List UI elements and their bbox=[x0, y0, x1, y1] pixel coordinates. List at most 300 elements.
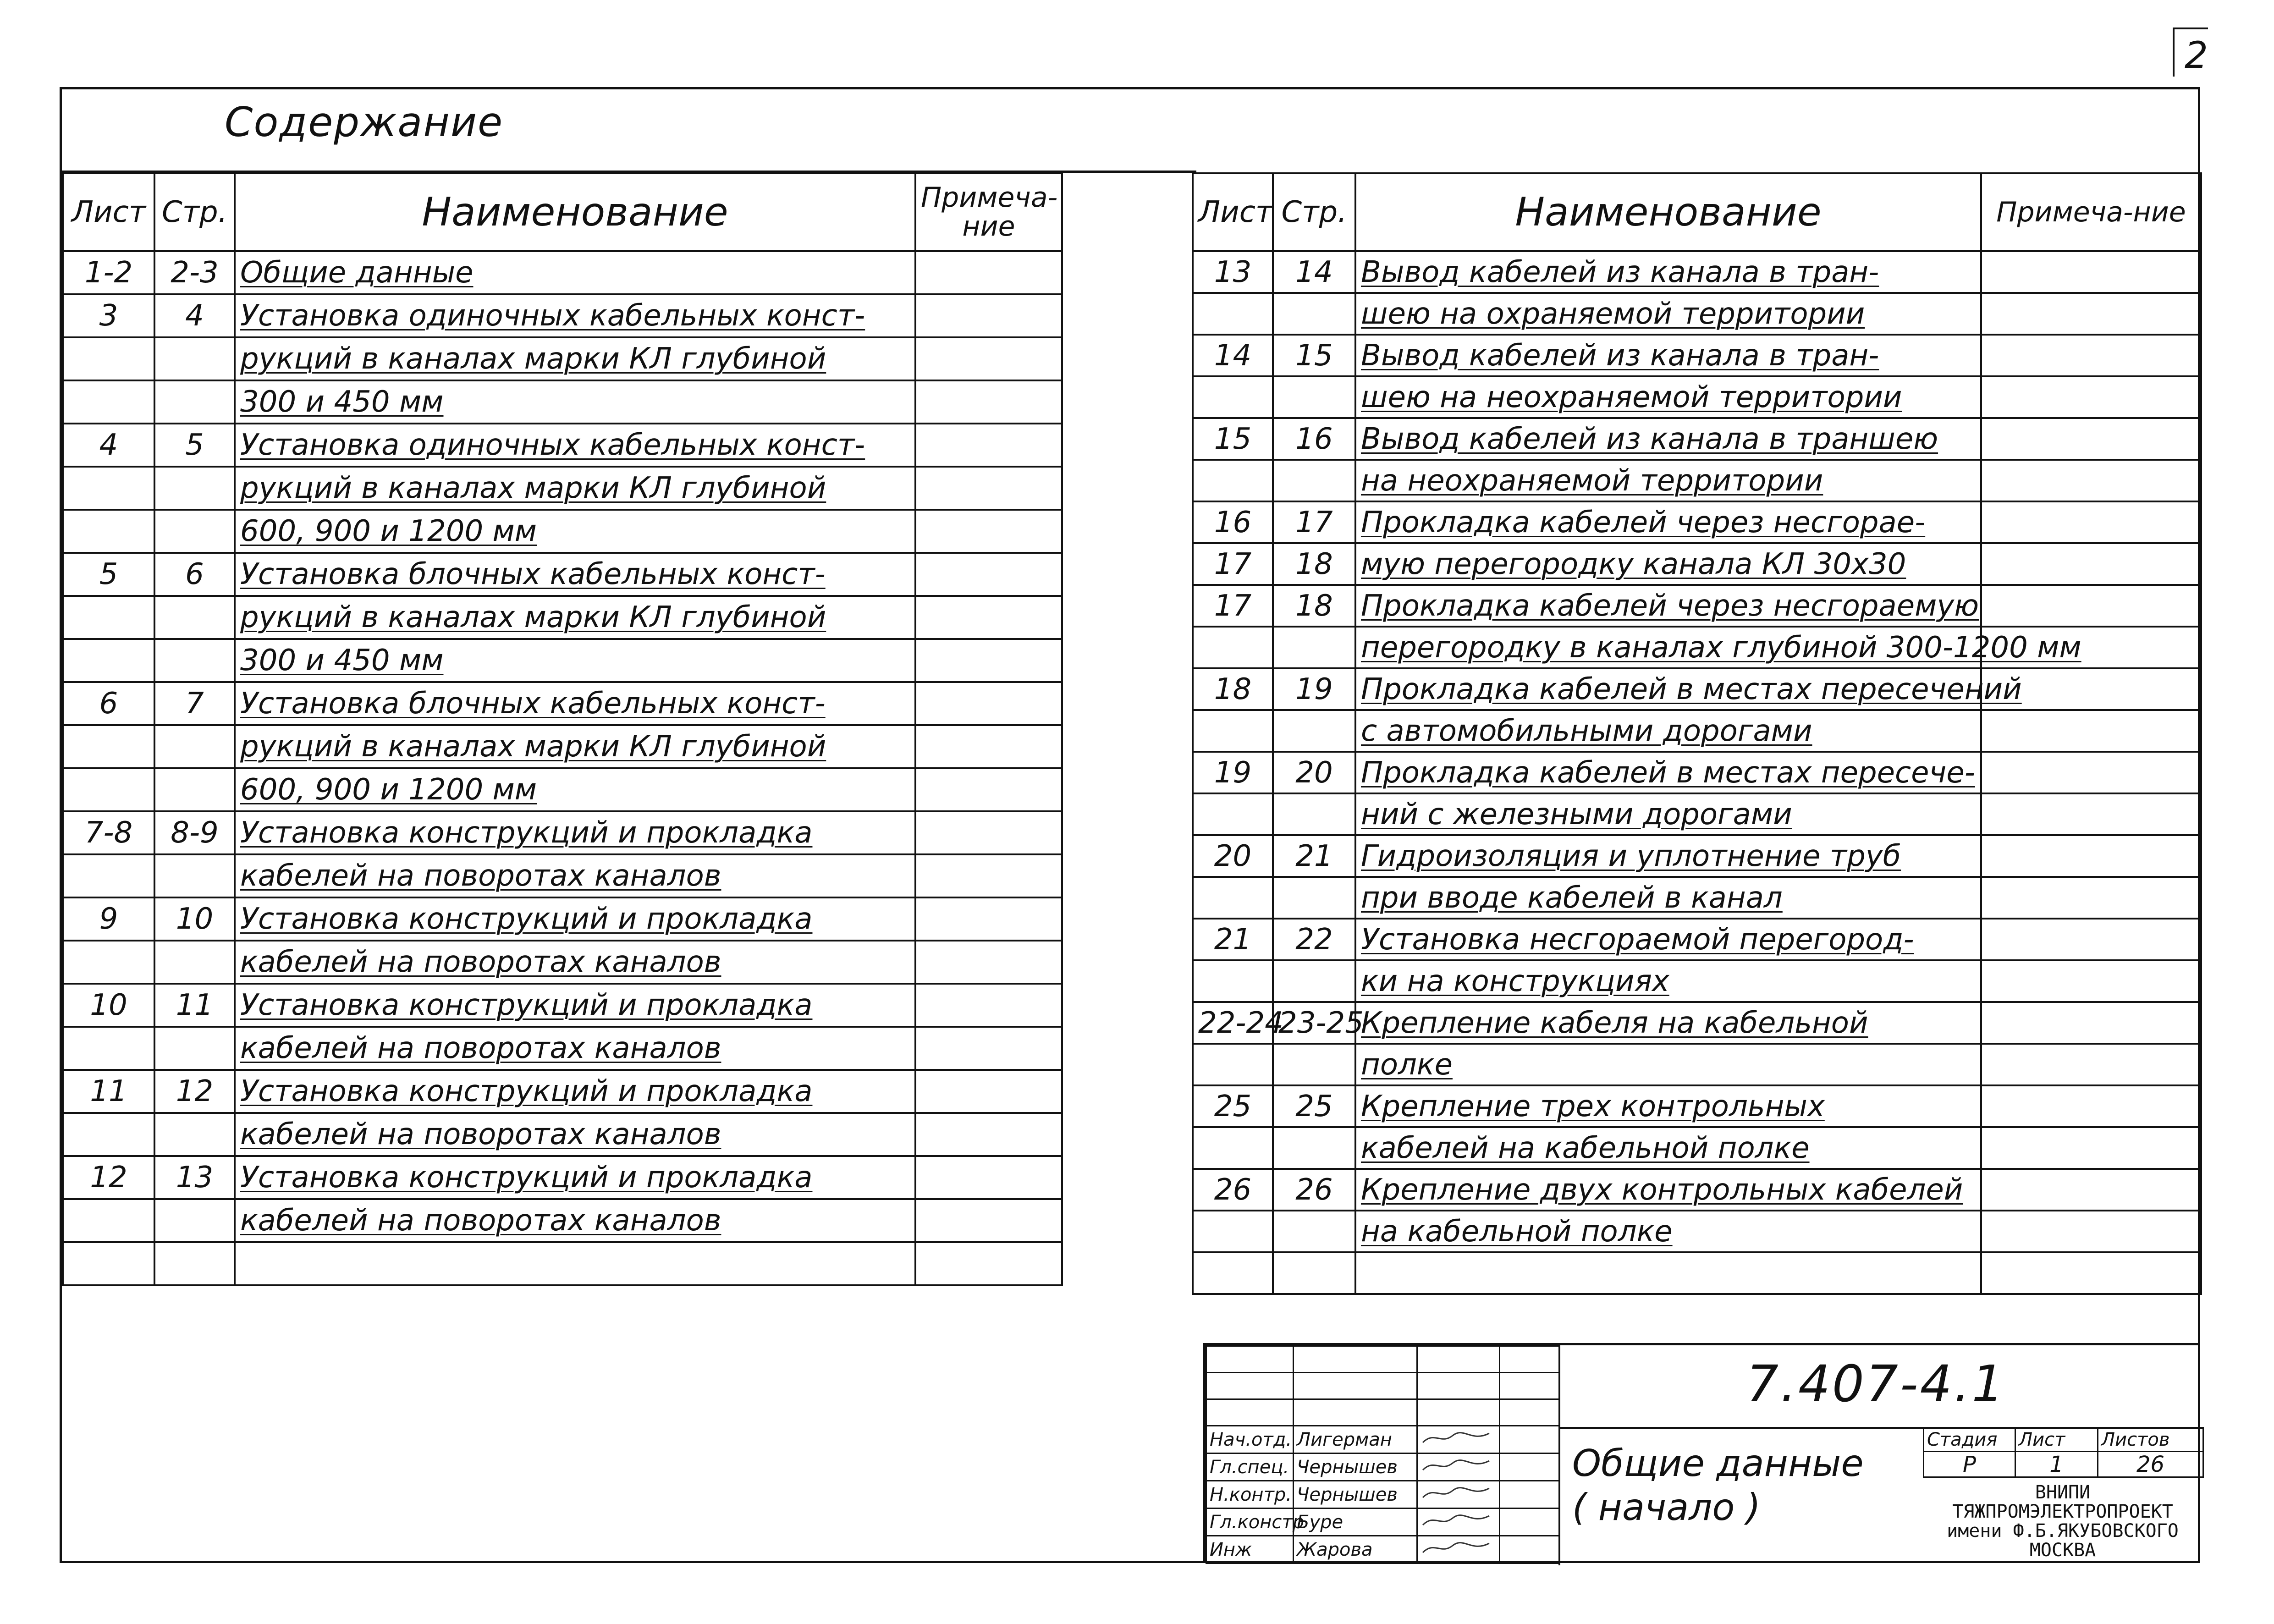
cell-sheet bbox=[1193, 877, 1273, 919]
cell-note bbox=[915, 897, 1062, 941]
document-number: 7.407-4.1 bbox=[1746, 1354, 2006, 1413]
table-row bbox=[63, 380, 1062, 424]
cell-note bbox=[915, 639, 1062, 682]
sheets-label: Листов bbox=[2098, 1428, 2203, 1452]
cell-note bbox=[915, 725, 1062, 768]
cell-name: Вывод кабелей из канала в траншею bbox=[1355, 418, 1981, 460]
stamp-empty-row bbox=[1206, 1399, 1559, 1426]
org-line3: имени Ф.Б.ЯКУБОВСКОГО bbox=[1947, 1520, 2179, 1541]
cell-page bbox=[1273, 960, 1355, 1002]
cell-page: 25 bbox=[1273, 1085, 1355, 1127]
stamp-empty-cell bbox=[1500, 1373, 1559, 1399]
table-row bbox=[1193, 793, 2201, 835]
cell-page: 17 bbox=[1273, 501, 1355, 543]
table-row bbox=[1193, 460, 2201, 501]
table-row bbox=[63, 1070, 1062, 1113]
cell-note bbox=[1981, 1211, 2201, 1252]
cell-sheet: 7-8 bbox=[63, 811, 154, 854]
cell-note bbox=[915, 380, 1062, 424]
signature-scribble bbox=[1421, 1539, 1494, 1557]
signer-role: Инж bbox=[1206, 1536, 1294, 1563]
cell-page bbox=[1273, 460, 1355, 501]
cell-page: 8-9 bbox=[154, 811, 235, 854]
cell-name: мую перегородку канала КЛ 30х30 bbox=[1355, 543, 1981, 585]
cell-name: на неохраняемой территории bbox=[1355, 460, 1981, 501]
table-row bbox=[63, 941, 1062, 984]
cell-page: 11 bbox=[154, 984, 235, 1027]
cell-name: ний с железными дорогами bbox=[1355, 793, 1981, 835]
table-row bbox=[63, 1113, 1062, 1156]
cell-note bbox=[915, 251, 1062, 294]
cell-note bbox=[915, 1070, 1062, 1113]
signer-role: Гл.спец. bbox=[1206, 1453, 1294, 1481]
document-name bbox=[1572, 1442, 1864, 1530]
cell-note bbox=[915, 682, 1062, 725]
table-row bbox=[1193, 1169, 2201, 1211]
stamp-empty-cell bbox=[1500, 1399, 1559, 1426]
cell-note bbox=[1981, 1085, 2201, 1127]
cell-sheet: 10 bbox=[63, 984, 154, 1027]
cell-note bbox=[915, 1113, 1062, 1156]
table-row bbox=[63, 984, 1062, 1027]
cell-sheet: 12 bbox=[63, 1156, 154, 1199]
signature bbox=[1417, 1481, 1500, 1508]
cell-note bbox=[1981, 1044, 2201, 1085]
cell-note bbox=[1981, 543, 2201, 585]
cell-sheet: 22-24 bbox=[1193, 1002, 1273, 1044]
cell-name: на кабельной полке bbox=[1355, 1211, 1981, 1252]
cell-sheet bbox=[1193, 627, 1273, 668]
cell-name: Крепление трех контрольных bbox=[1355, 1085, 1981, 1127]
stamp-empty-cell bbox=[1417, 1373, 1500, 1399]
cell-name: при вводе кабелей в канал bbox=[1355, 877, 1981, 919]
cell-name: Установка несгораемой перегород- bbox=[1355, 919, 1981, 960]
cell-sheet bbox=[1193, 793, 1273, 835]
cell-sheet bbox=[63, 639, 154, 682]
cell-name: Установка конструкций и прокладка bbox=[235, 811, 915, 854]
stage-value: Р bbox=[1924, 1452, 2015, 1477]
cell-page bbox=[1273, 793, 1355, 835]
cell-name: Установка конструкций и прокладка bbox=[235, 1156, 915, 1199]
stamp-empty-cell bbox=[1500, 1346, 1559, 1373]
cell-note bbox=[915, 1156, 1062, 1199]
table-row bbox=[63, 639, 1062, 682]
cell-sheet bbox=[63, 337, 154, 380]
table-row bbox=[63, 251, 1062, 294]
cell-note bbox=[1981, 585, 2201, 627]
cell-page bbox=[154, 337, 235, 380]
table-row bbox=[1193, 1002, 2201, 1044]
cell-note bbox=[915, 984, 1062, 1027]
cell-note bbox=[1981, 418, 2201, 460]
cell-page bbox=[154, 1113, 235, 1156]
cell-page bbox=[1273, 710, 1355, 752]
table-row bbox=[1193, 668, 2201, 710]
sheets-value: 26 bbox=[2098, 1452, 2203, 1477]
cell-sheet: 17 bbox=[1193, 585, 1273, 627]
cell-sheet bbox=[63, 596, 154, 639]
cell-name: Установка конструкций и прокладка bbox=[235, 984, 915, 1027]
cell-page: 7 bbox=[154, 682, 235, 725]
cell-page: 19 bbox=[1273, 668, 1355, 710]
cell-name: Вывод кабелей из канала в тран- bbox=[1355, 335, 1981, 376]
cell-note bbox=[1981, 793, 2201, 835]
cell-page: 22 bbox=[1273, 919, 1355, 960]
stamp-empty-cell bbox=[1417, 1346, 1500, 1373]
signer-row bbox=[1206, 1481, 1559, 1508]
cell-name: ки на конструкциях bbox=[1355, 960, 1981, 1002]
document-name-line1: Общие данные bbox=[1572, 1442, 1864, 1485]
org-line4: МОСКВА bbox=[2029, 1540, 2096, 1561]
cell-page: 6 bbox=[154, 553, 235, 596]
table-row bbox=[1193, 627, 2201, 668]
cell-note bbox=[1981, 1127, 2201, 1169]
cell-note bbox=[1981, 960, 2201, 1002]
cell-name: Прокладка кабелей через несгорае- bbox=[1355, 501, 1981, 543]
stamp-empty-cell bbox=[1206, 1346, 1294, 1373]
cell-sheet bbox=[1193, 710, 1273, 752]
cell-page: 23-25 bbox=[1273, 1002, 1355, 1044]
table-row bbox=[1193, 251, 2201, 293]
header-page: Стр. bbox=[154, 173, 235, 251]
signer-role: Н.контр. bbox=[1206, 1481, 1294, 1508]
cell-name: кабелей на кабельной полке bbox=[1355, 1127, 1981, 1169]
cell-name: рукций в каналах марки КЛ глубиной bbox=[235, 337, 915, 380]
table-row bbox=[1193, 376, 2201, 418]
cell-name: шею на охраняемой территории bbox=[1355, 293, 1981, 335]
cell-name: рукций в каналах марки КЛ глубиной bbox=[235, 725, 915, 768]
title-block bbox=[1203, 1343, 2200, 1563]
cell-page: 18 bbox=[1273, 585, 1355, 627]
cell-sheet bbox=[1193, 460, 1273, 501]
table-row bbox=[63, 854, 1062, 897]
cell-name: Установка конструкций и прокладка bbox=[235, 897, 915, 941]
table-row bbox=[63, 510, 1062, 553]
cell-page bbox=[154, 1242, 235, 1285]
cell-sheet: 21 bbox=[1193, 919, 1273, 960]
org-line2: ТЯЖПРОМЭЛЕКТРОПРОЕКТ bbox=[1952, 1501, 2173, 1522]
cell-page bbox=[1273, 293, 1355, 335]
cell-sheet: 6 bbox=[63, 682, 154, 725]
cell-sheet: 11 bbox=[63, 1070, 154, 1113]
cell-note bbox=[1981, 501, 2201, 543]
cell-page bbox=[154, 1027, 235, 1070]
cell-sheet: 13 bbox=[1193, 251, 1273, 293]
table-row bbox=[1193, 960, 2201, 1002]
table-row bbox=[63, 725, 1062, 768]
cell-name: Установка блочных кабельных конст- bbox=[235, 553, 915, 596]
cell-note bbox=[1981, 293, 2201, 335]
cell-note bbox=[915, 1242, 1062, 1285]
cell-name bbox=[1355, 1252, 1981, 1294]
cell-name: Установка одиночных кабельных конст- bbox=[235, 294, 915, 337]
cell-name: Крепление кабеля на кабельной bbox=[1355, 1002, 1981, 1044]
cell-sheet: 3 bbox=[63, 294, 154, 337]
cell-note bbox=[915, 467, 1062, 510]
cell-sheet bbox=[63, 854, 154, 897]
cell-sheet bbox=[63, 380, 154, 424]
signature-scribble bbox=[1421, 1511, 1494, 1530]
stamp-vertical-divider bbox=[1558, 1345, 1560, 1565]
cell-sheet bbox=[1193, 1211, 1273, 1252]
signer-row bbox=[1206, 1536, 1559, 1563]
signer-role: Нач.отд. bbox=[1206, 1426, 1294, 1453]
cell-name: Установка одиночных кабельных конст- bbox=[235, 424, 915, 467]
cell-sheet bbox=[1193, 1252, 1273, 1294]
cell-name: кабелей на поворотах каналов bbox=[235, 941, 915, 984]
table-row bbox=[1193, 501, 2201, 543]
cell-note bbox=[1981, 335, 2201, 376]
table-row bbox=[1193, 1044, 2201, 1085]
cell-name: перегородку в каналах глубиной 300-1200 мм bbox=[1355, 627, 1981, 668]
cell-note bbox=[1981, 1252, 2201, 1294]
table-row bbox=[1193, 1211, 2201, 1252]
table-row bbox=[63, 682, 1062, 725]
cell-note bbox=[915, 1027, 1062, 1070]
cell-note bbox=[1981, 376, 2201, 418]
cell-name: рукций в каналах марки КЛ глубиной bbox=[235, 467, 915, 510]
signature bbox=[1417, 1453, 1500, 1481]
signature-date bbox=[1500, 1453, 1559, 1481]
cell-page: 14 bbox=[1273, 251, 1355, 293]
cell-note bbox=[915, 294, 1062, 337]
cell-sheet bbox=[1193, 293, 1273, 335]
stamp-empty-cell bbox=[1206, 1373, 1294, 1399]
toc-table-right bbox=[1192, 172, 2202, 1295]
cell-page: 15 bbox=[1273, 335, 1355, 376]
stamp-empty-cell bbox=[1294, 1373, 1417, 1399]
cell-name: кабелей на поворотах каналов bbox=[235, 854, 915, 897]
table-row bbox=[63, 768, 1062, 811]
cell-name: кабелей на поворотах каналов bbox=[235, 1113, 915, 1156]
sheet-label: Лист bbox=[2015, 1428, 2098, 1452]
cell-name: Установка конструкций и прокладка bbox=[235, 1070, 915, 1113]
table-row bbox=[1193, 710, 2201, 752]
signature-scribble bbox=[1421, 1429, 1494, 1447]
signature bbox=[1417, 1508, 1500, 1536]
cell-name: Прокладка кабелей в местах пересече- bbox=[1355, 752, 1981, 793]
signature bbox=[1417, 1536, 1500, 1563]
cell-page: 13 bbox=[154, 1156, 235, 1199]
signature-scribble bbox=[1421, 1484, 1494, 1502]
signer-name: Жарова bbox=[1294, 1536, 1417, 1563]
cell-sheet: 4 bbox=[63, 424, 154, 467]
signer-row bbox=[1206, 1426, 1559, 1453]
cell-page bbox=[154, 467, 235, 510]
cell-name: кабелей на поворотах каналов bbox=[235, 1027, 915, 1070]
page-title: Содержание bbox=[225, 99, 504, 146]
cell-page bbox=[154, 768, 235, 811]
cell-sheet: 26 bbox=[1193, 1169, 1273, 1211]
table-row bbox=[1193, 1252, 2201, 1294]
sheet-value: 1 bbox=[2015, 1452, 2098, 1477]
signer-row bbox=[1206, 1508, 1559, 1536]
cell-name: Гидроизоляция и уплотнение труб bbox=[1355, 835, 1981, 877]
table-row bbox=[1193, 335, 2201, 376]
cell-name bbox=[235, 1242, 915, 1285]
table-row bbox=[63, 596, 1062, 639]
cell-name: 300 и 450 мм bbox=[235, 380, 915, 424]
cell-page: 12 bbox=[154, 1070, 235, 1113]
cell-note bbox=[915, 768, 1062, 811]
stamp-empty-row bbox=[1206, 1373, 1559, 1399]
cell-page: 4 bbox=[154, 294, 235, 337]
cell-page bbox=[1273, 1252, 1355, 1294]
cell-page bbox=[1273, 877, 1355, 919]
cell-name: с автомобильными дорогами bbox=[1355, 710, 1981, 752]
cell-page bbox=[1273, 1127, 1355, 1169]
cell-page: 21 bbox=[1273, 835, 1355, 877]
cell-page: 26 bbox=[1273, 1169, 1355, 1211]
cell-note bbox=[1981, 752, 2201, 793]
table-row bbox=[1193, 293, 2201, 335]
cell-name: Установка блочных кабельных конст- bbox=[235, 682, 915, 725]
organization bbox=[1923, 1483, 2202, 1560]
cell-page: 16 bbox=[1273, 418, 1355, 460]
cell-sheet bbox=[63, 1199, 154, 1242]
header-note: Примеча-ние bbox=[915, 173, 1062, 251]
cell-note bbox=[915, 596, 1062, 639]
cell-sheet bbox=[63, 1242, 154, 1285]
table-row bbox=[63, 1027, 1062, 1070]
signature bbox=[1417, 1426, 1500, 1453]
signature-date bbox=[1500, 1508, 1559, 1536]
table-row bbox=[63, 294, 1062, 337]
table-row bbox=[63, 424, 1062, 467]
cell-sheet bbox=[63, 467, 154, 510]
cell-note bbox=[915, 553, 1062, 596]
cell-sheet bbox=[1193, 376, 1273, 418]
cell-note bbox=[1981, 1169, 2201, 1211]
stamp-empty-cell bbox=[1206, 1399, 1294, 1426]
cell-sheet: 19 bbox=[1193, 752, 1273, 793]
cell-name: шею на неохраняемой территории bbox=[1355, 376, 1981, 418]
signature-date bbox=[1500, 1536, 1559, 1563]
stamp-empty-cell bbox=[1294, 1399, 1417, 1426]
table-row bbox=[1193, 543, 2201, 585]
sheet-number: 2 bbox=[2173, 28, 2208, 77]
stage-label: Стадия bbox=[1924, 1428, 2015, 1452]
header-page: Стр. bbox=[1273, 173, 1355, 251]
cell-note bbox=[1981, 835, 2201, 877]
cell-note bbox=[915, 1199, 1062, 1242]
cell-page bbox=[154, 380, 235, 424]
signer-row bbox=[1206, 1453, 1559, 1481]
cell-note bbox=[915, 337, 1062, 380]
table-row bbox=[1193, 752, 2201, 793]
cell-page bbox=[154, 1199, 235, 1242]
header-name: Наименование bbox=[1355, 173, 1981, 251]
cell-sheet: 15 bbox=[1193, 418, 1273, 460]
cell-name: рукций в каналах марки КЛ глубиной bbox=[235, 596, 915, 639]
cell-page bbox=[154, 510, 235, 553]
toc-table-left bbox=[62, 172, 1063, 1286]
cell-name: 300 и 450 мм bbox=[235, 639, 915, 682]
cell-sheet bbox=[63, 941, 154, 984]
cell-sheet bbox=[63, 768, 154, 811]
cell-name: полке bbox=[1355, 1044, 1981, 1085]
cell-page: 18 bbox=[1273, 543, 1355, 585]
cell-name: Вывод кабелей из канала в тран- bbox=[1355, 251, 1981, 293]
stamp-empty-row bbox=[1206, 1346, 1559, 1373]
cell-name: 600, 900 и 1200 мм bbox=[235, 510, 915, 553]
stamp-empty-cell bbox=[1294, 1346, 1417, 1373]
table-row bbox=[63, 1156, 1062, 1199]
signer-name: Лигерман bbox=[1294, 1426, 1417, 1453]
cell-page bbox=[154, 725, 235, 768]
signer-name: Чернышев bbox=[1294, 1453, 1417, 1481]
table-row bbox=[1193, 835, 2201, 877]
cell-note bbox=[915, 811, 1062, 854]
table-row bbox=[63, 337, 1062, 380]
signature-scribble bbox=[1421, 1456, 1494, 1475]
table-row bbox=[63, 467, 1062, 510]
org-line1: ВНИПИ bbox=[2035, 1482, 2091, 1503]
table-row bbox=[1193, 1085, 2201, 1127]
cell-note bbox=[915, 424, 1062, 467]
cell-sheet bbox=[63, 1113, 154, 1156]
table-row bbox=[1193, 919, 2201, 960]
cell-page bbox=[154, 941, 235, 984]
cell-note bbox=[1981, 877, 2201, 919]
cell-sheet: 20 bbox=[1193, 835, 1273, 877]
cell-sheet: 16 bbox=[1193, 501, 1273, 543]
cell-page: 2-3 bbox=[154, 251, 235, 294]
signer-role: Гл.констр bbox=[1206, 1508, 1294, 1536]
cell-note bbox=[915, 510, 1062, 553]
header-sheet: Лист bbox=[63, 173, 154, 251]
cell-note bbox=[1981, 710, 2201, 752]
cell-page: 10 bbox=[154, 897, 235, 941]
table-row bbox=[63, 811, 1062, 854]
cell-sheet: 18 bbox=[1193, 668, 1273, 710]
signature-date bbox=[1500, 1426, 1559, 1453]
cell-name: 600, 900 и 1200 мм bbox=[235, 768, 915, 811]
signature-date bbox=[1500, 1481, 1559, 1508]
cell-page bbox=[154, 639, 235, 682]
cell-page: 20 bbox=[1273, 752, 1355, 793]
cell-sheet bbox=[1193, 1127, 1273, 1169]
cell-note bbox=[1981, 460, 2201, 501]
table-row bbox=[63, 1199, 1062, 1242]
table-row bbox=[63, 1242, 1062, 1285]
cell-page bbox=[154, 596, 235, 639]
table-row bbox=[1193, 1127, 2201, 1169]
table-row bbox=[63, 897, 1062, 941]
header-note: Примеча-ние bbox=[1981, 173, 2201, 251]
cell-note bbox=[1981, 251, 2201, 293]
cell-note bbox=[1981, 919, 2201, 960]
cell-page: 5 bbox=[154, 424, 235, 467]
cell-note bbox=[915, 941, 1062, 984]
cell-page bbox=[1273, 627, 1355, 668]
table-row bbox=[1193, 418, 2201, 460]
cell-sheet bbox=[63, 510, 154, 553]
table-row bbox=[1193, 585, 2201, 627]
cell-name: Общие данные bbox=[235, 251, 915, 294]
signer-name: Буре bbox=[1294, 1508, 1417, 1536]
cell-name: Крепление двух контрольных кабелей bbox=[1355, 1169, 1981, 1211]
cell-sheet: 25 bbox=[1193, 1085, 1273, 1127]
table-row bbox=[63, 553, 1062, 596]
cell-sheet bbox=[63, 725, 154, 768]
stamp-empty-cell bbox=[1417, 1399, 1500, 1426]
signature-grid bbox=[1206, 1345, 1560, 1564]
cell-sheet: 5 bbox=[63, 553, 154, 596]
cell-name: Прокладка кабелей в местах пересечений bbox=[1355, 668, 1981, 710]
document-name-line2: ( начало ) bbox=[1572, 1486, 1761, 1529]
cell-sheet: 1-2 bbox=[63, 251, 154, 294]
